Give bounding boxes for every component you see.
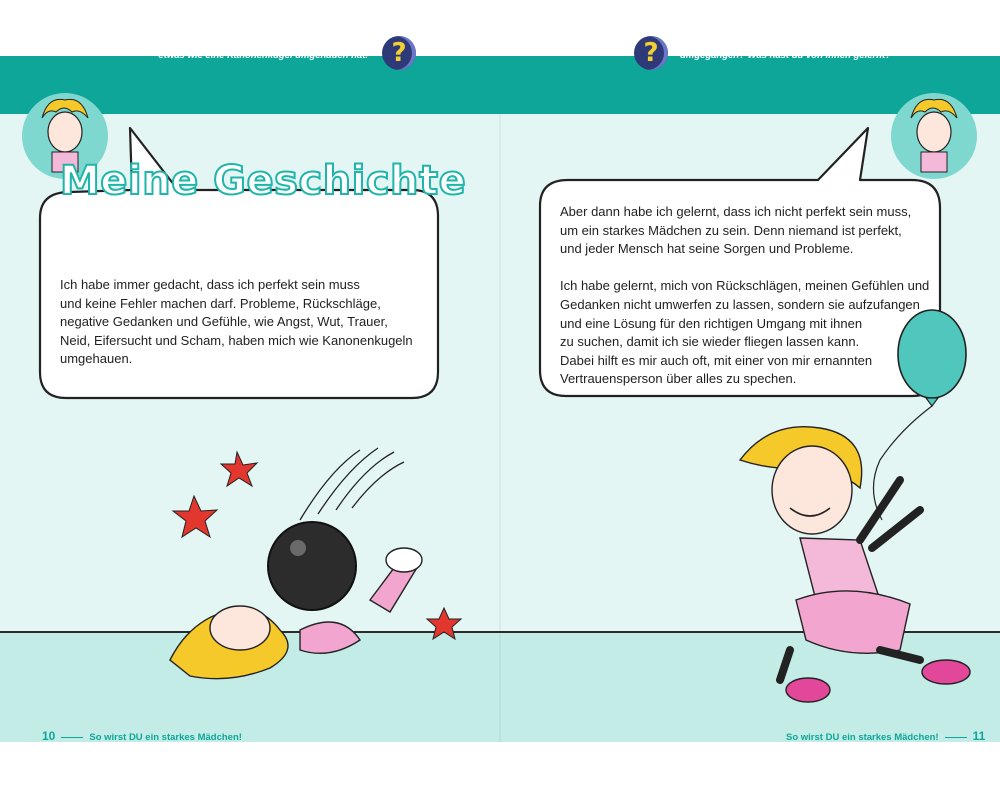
footer-title: So wirst DU ein starkes Mädchen! [786,732,939,743]
question-mark-badge-icon: ? [634,36,668,70]
cannonball [268,522,356,610]
text-line: Aber dann habe ich gelernt, dass ich nicht perfekt sein muss, [560,204,912,219]
text-line: negative Gedanken und Gefühle, wie Angst, Wut, Trauer, [60,314,388,330]
text-line: umgehauen. [60,351,133,367]
story-paragraph-right [560,203,929,389]
text-line: Ich habe immer gedacht, dass ich perfekt sein muss [60,277,360,292]
footer-rule [61,737,83,738]
girl-avatar-icon [891,93,977,179]
page-number: 11 [972,729,986,743]
paragraph-gap [560,259,929,278]
prompt-line: etwas wie eine Kanonenkugel umgehauen hat. [158,50,368,61]
reflection-prompt-right [680,36,900,62]
text-line: Vertrauensperson über alles zu spechen. [560,371,797,387]
text-line: Ich habe gelernt, mich von Rückschlägen, meinen Gefühlen und [560,278,930,294]
page-footer-right [786,729,985,743]
text-line: Gedanken nicht umwerfen zu lassen, sondern sie aufzufangen [560,296,920,312]
page-number: 10 [42,729,56,743]
prompt-line: umgegangen? Was hast du von ihnen gelernt? [680,50,891,61]
star-icon [221,452,257,486]
text-line: und keine Fehler machen darf. Probleme, Rückschläge, [60,295,381,311]
footer-title: So wirst DU ein starkes Mädchen! [89,732,242,743]
prompt-line: Wie bist du bisher mit deinen Rückschlägen [680,37,879,48]
motion-lines [300,448,404,520]
page-footer-left [42,729,242,743]
happy-girl [740,427,970,702]
star-icon [173,496,217,537]
text-line: Dabei hilft es mir auch oft, mit einer von mir ernannten [560,352,873,368]
story-paragraph-left [60,276,413,369]
text-line: und jeder Mensch hat seine Sorgen und Probleme. [560,241,854,257]
reflection-prompt-left [148,36,368,62]
prompt-line: Überlege einmal, wann dich das letzte Mal [178,37,368,48]
question-mark-badge-icon: ? [382,36,416,70]
text-line: um ein starkes Mädchen zu sein. Denn niemand ist perfekt, [560,222,902,238]
text-line: zu suchen, damit ich sie wieder fliegen lassen kann. [560,334,860,350]
text-line: Neid, Eifersucht und Scham, haben mich wie Kanonenkugeln [60,332,413,348]
page-title: Meine Geschichte [60,158,467,204]
text-line: und eine Lösung für den richtigen Umgang mit ihnen [560,315,863,331]
footer-rule [945,737,967,738]
star-icon [427,608,461,639]
